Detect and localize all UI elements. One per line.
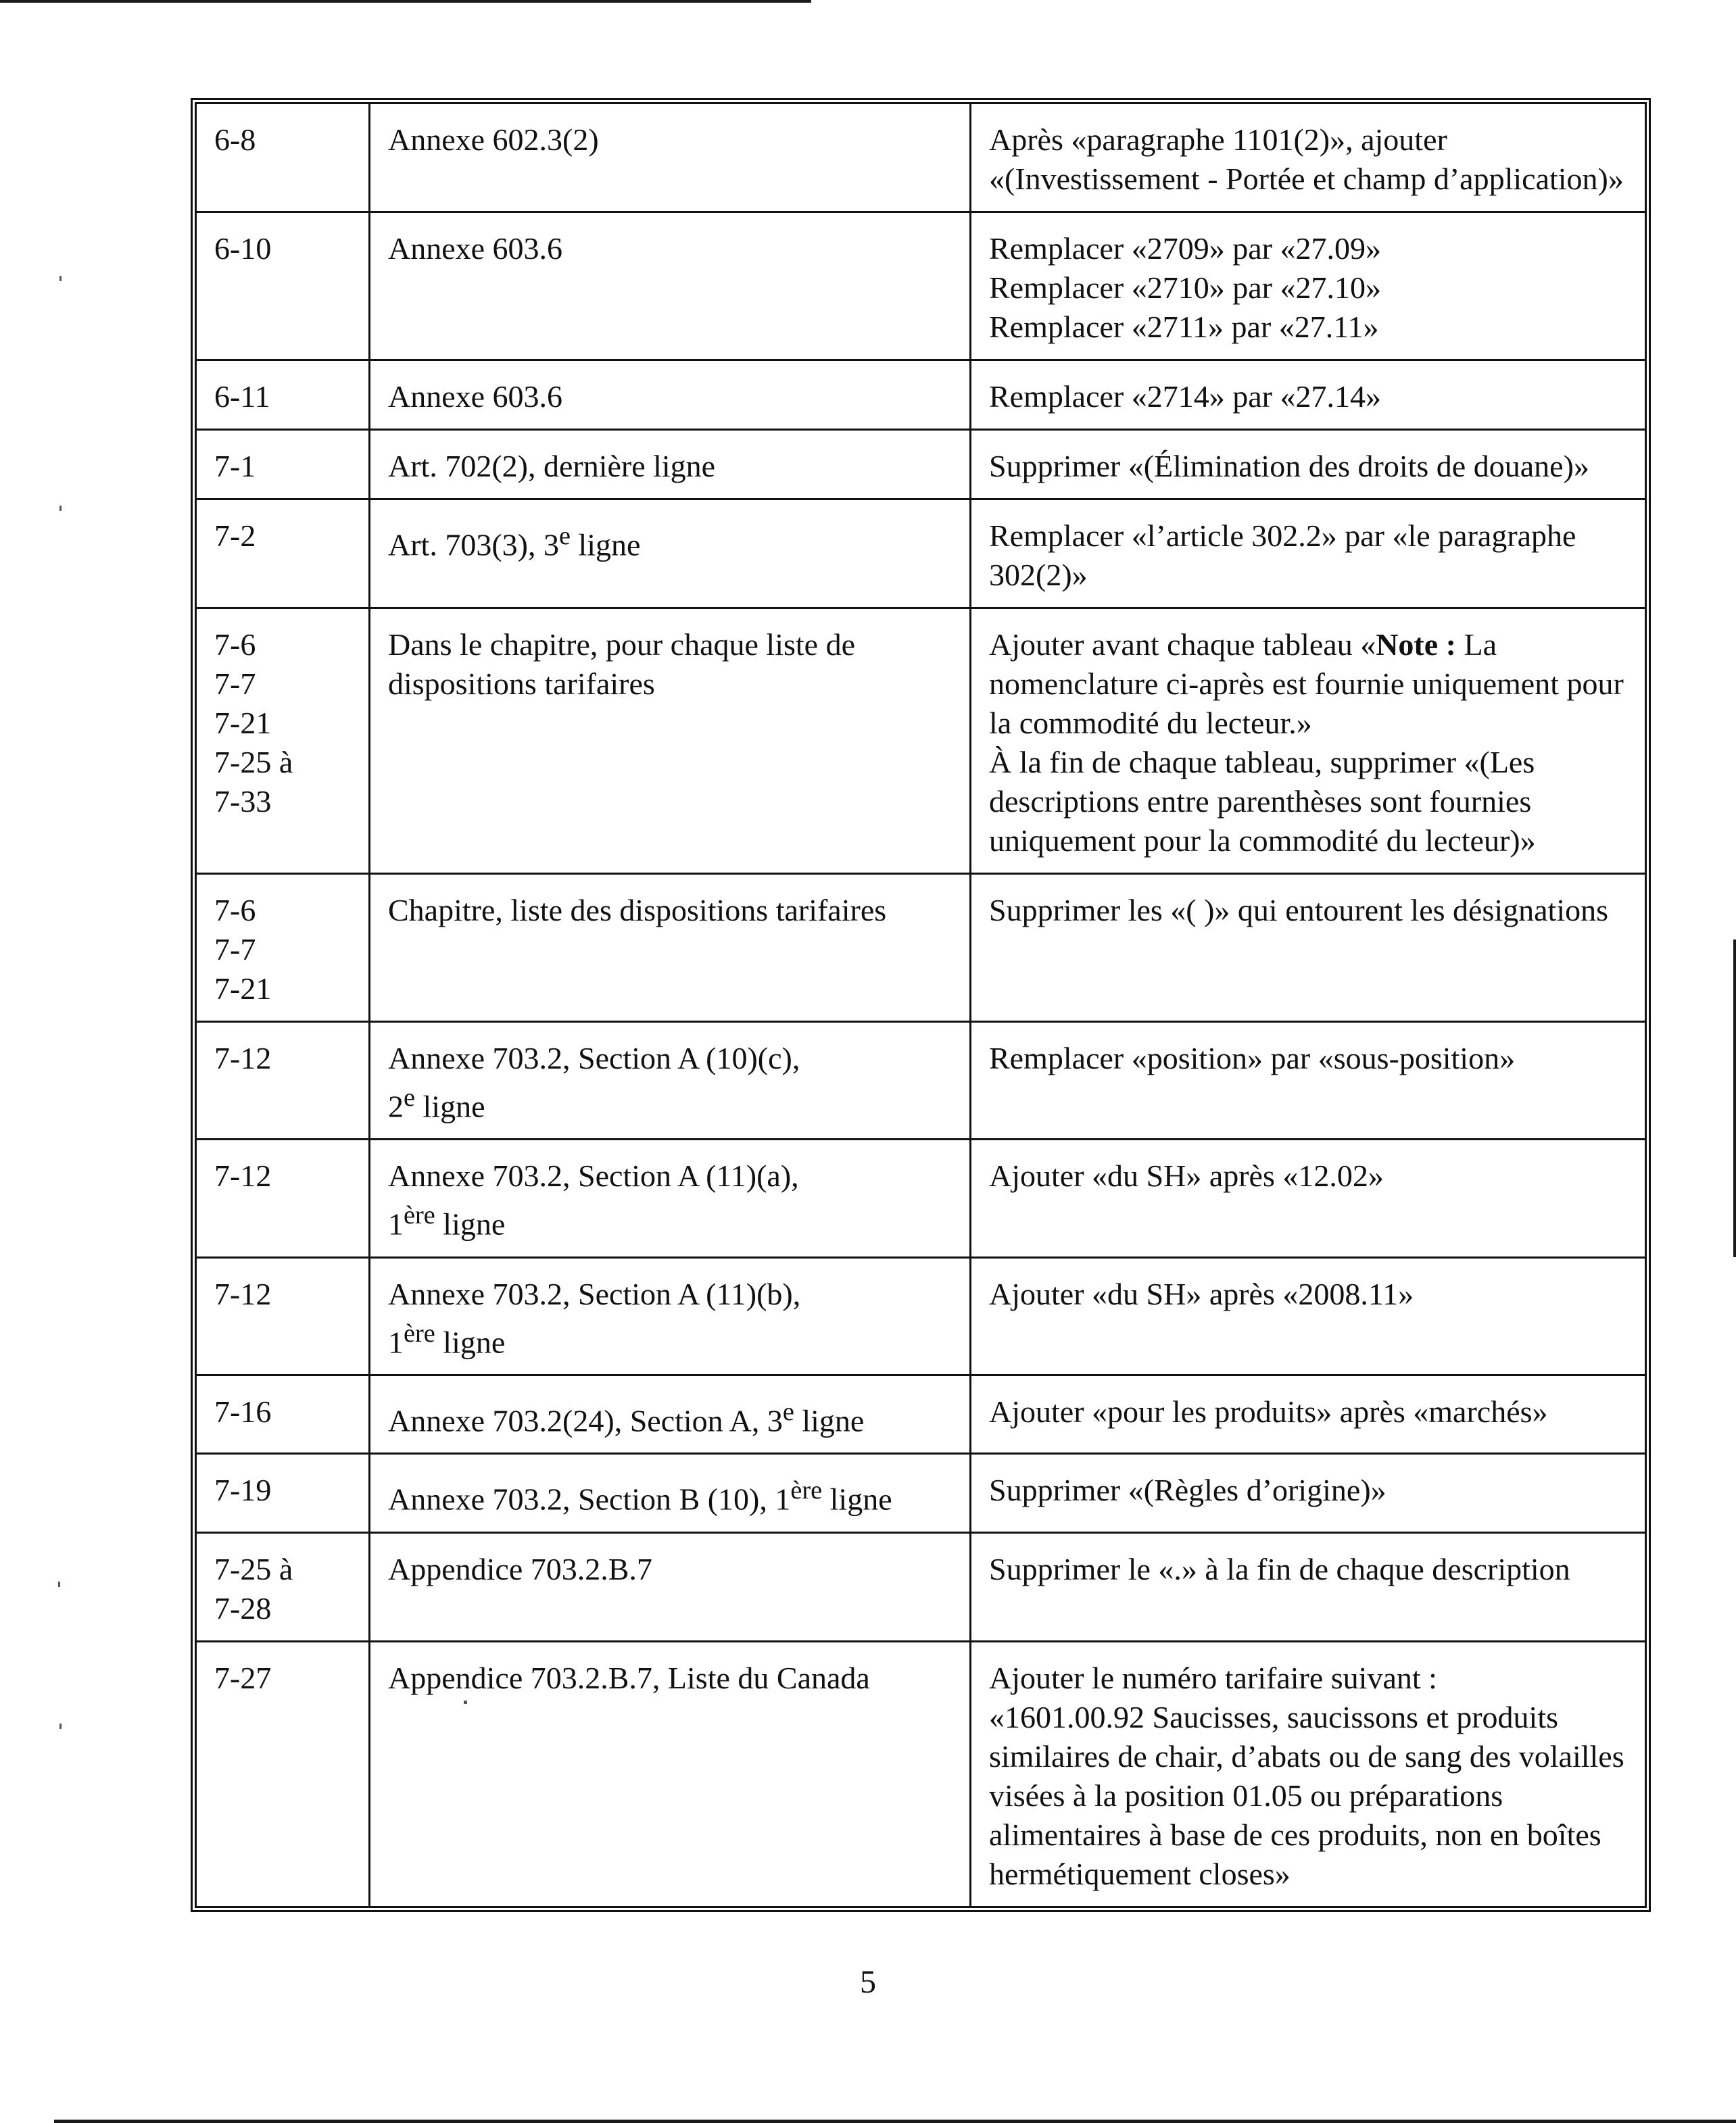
change-cell: Ajouter «du SH» après «12.02» xyxy=(971,1140,1646,1257)
change-cell: Après «paragraphe 1101(2)», ajouter «(Investissement - Portée et champ d’application)» xyxy=(971,103,1646,212)
scan-edge-bottom xyxy=(54,2120,1736,2123)
change-cell: Supprimer «(Élimination des droits de douane)» xyxy=(971,430,1646,499)
table-row xyxy=(196,1454,1646,1532)
pages-cell: 7-12 xyxy=(196,1257,370,1375)
location-text-tail: ligne xyxy=(822,1482,892,1517)
pages-cell: 7-2 xyxy=(196,499,370,608)
change-text: Ajouter avant chaque tableau « xyxy=(989,627,1376,662)
scan-edge-right xyxy=(1733,940,1736,1257)
pages-cell: 7-19 xyxy=(196,1454,370,1532)
change-cell: Ajouter «pour les produits» après «marchés» xyxy=(971,1375,1646,1453)
ordinal-superscript: e xyxy=(782,1397,794,1426)
change-cell: Supprimer «(Règles d’origine)» xyxy=(971,1454,1646,1532)
pages-cell: 7-6 7-7 7-21 7-25 à 7-33 xyxy=(196,608,370,874)
change-cell: Ajouter le numéro tarifaire suivant : «1601.00.92 Saucisses, saucissons et produits similaires de chair, d’abats ou de sang des volailles visées à la position 01.05 ou préparations alimentaires à base de ces produits, non en boîtes hermétiquement closes» xyxy=(971,1641,1646,1907)
pages-cell: 7-25 à 7-28 xyxy=(196,1532,370,1641)
location-text: Annexe 703.2, Section A (11)(a), 1 xyxy=(388,1158,799,1242)
pages-cell: 7-16 xyxy=(196,1375,370,1453)
table-row xyxy=(196,608,1646,874)
location-cell: Appendice 703.2.B.7 xyxy=(370,1532,971,1641)
location-cell xyxy=(370,1022,971,1140)
location-text-tail: ligne xyxy=(415,1089,485,1124)
change-cell xyxy=(971,608,1646,874)
scan-speck xyxy=(58,1582,60,1587)
table-row xyxy=(196,1140,1646,1257)
location-cell xyxy=(370,1375,971,1453)
location-text-tail: ligne xyxy=(435,1324,506,1359)
location-cell xyxy=(370,499,971,608)
location-cell xyxy=(370,1140,971,1257)
scan-speck xyxy=(59,1724,62,1729)
change-cell: Remplacer «position» par «sous-position» xyxy=(971,1022,1646,1140)
table-row xyxy=(196,1022,1646,1140)
ordinal-superscript: e xyxy=(404,1083,416,1112)
location-cell: Annexe 603.6 xyxy=(370,212,971,360)
ordinal-superscript: e xyxy=(558,522,571,550)
pages-cell: 6-11 xyxy=(196,360,370,430)
scan-edge-top xyxy=(0,0,811,3)
change-cell: Supprimer les «( )» qui entourent les désignations xyxy=(971,874,1646,1022)
errata-table-frame xyxy=(191,98,1651,1912)
pages-cell: 6-8 xyxy=(196,103,370,212)
table-row xyxy=(196,430,1646,499)
location-cell: Dans le chapitre, pour chaque liste de dispositions tarifaires xyxy=(370,608,971,874)
scan-speck xyxy=(59,506,62,511)
pages-cell: 6-10 xyxy=(196,212,370,360)
pages-cell: 7-6 7-7 7-21 xyxy=(196,874,370,1022)
location-cell: Annexe 603.6 xyxy=(370,360,971,430)
change-cell: Remplacer «2714» par «27.14» xyxy=(971,360,1646,430)
pages-cell: 7-27 xyxy=(196,1641,370,1907)
location-text-tail: ligne xyxy=(570,527,641,562)
location-text: Art. 703(3), 3 xyxy=(388,527,559,562)
note-label: Note : xyxy=(1376,627,1456,662)
scan-speck xyxy=(59,276,62,281)
location-cell xyxy=(370,1257,971,1375)
pages-cell: 7-12 xyxy=(196,1022,370,1140)
table-row xyxy=(196,1532,1646,1641)
ordinal-superscript: ère xyxy=(790,1476,823,1505)
table-row xyxy=(196,103,1646,212)
pages-cell: 7-1 xyxy=(196,430,370,499)
location-cell: Art. 702(2), dernière ligne xyxy=(370,430,971,499)
table-row xyxy=(196,1257,1646,1375)
table-row xyxy=(196,1641,1646,1907)
page-number: 5 xyxy=(860,1964,876,2000)
location-text-tail: ligne xyxy=(794,1403,865,1438)
change-cell: Ajouter «du SH» après «2008.11» xyxy=(971,1257,1646,1375)
errata-table xyxy=(195,102,1647,1908)
change-text-tail: La nomenclature ci-après est fournie uniquement pour la commodité du lecteur.» À la fin de chaque tableau, supprimer «(Les descriptions entre parenthèses sont fournies uniquement pour la commodité du lecteur)» xyxy=(989,627,1624,858)
table-row xyxy=(196,874,1646,1022)
table-row xyxy=(196,212,1646,360)
location-cell: Chapitre, liste des dispositions tarifaires xyxy=(370,874,971,1022)
table-row xyxy=(196,360,1646,430)
location-text: Annexe 703.2, Section A (10)(c), 2 xyxy=(388,1041,800,1124)
ordinal-superscript: ère xyxy=(404,1201,435,1230)
location-cell: Annexe 602.3(2) xyxy=(370,103,971,212)
location-text: Annexe 703.2, Section A (11)(b), 1 xyxy=(388,1276,801,1359)
pages-cell: 7-12 xyxy=(196,1140,370,1257)
change-cell: Remplacer «2709» par «27.09» Remplacer «2710» par «27.10» Remplacer «2711» par «27.11» xyxy=(971,212,1646,360)
change-cell: Supprimer le «.» à la fin de chaque description xyxy=(971,1532,1646,1641)
location-text-tail: ligne xyxy=(435,1206,506,1242)
ordinal-superscript: ère xyxy=(404,1319,435,1348)
location-cell xyxy=(370,1454,971,1532)
table-row xyxy=(196,499,1646,608)
location-text: Annexe 703.2(24), Section A, 3 xyxy=(388,1403,783,1438)
location-text: Annexe 703.2, Section B (10), 1 xyxy=(388,1482,791,1517)
table-row xyxy=(196,1375,1646,1453)
location-cell: Appendice 703.2.B.7, Liste du Canada xyxy=(370,1641,971,1907)
change-cell: Remplacer «l’article 302.2» par «le paragraphe 302(2)» xyxy=(971,499,1646,608)
